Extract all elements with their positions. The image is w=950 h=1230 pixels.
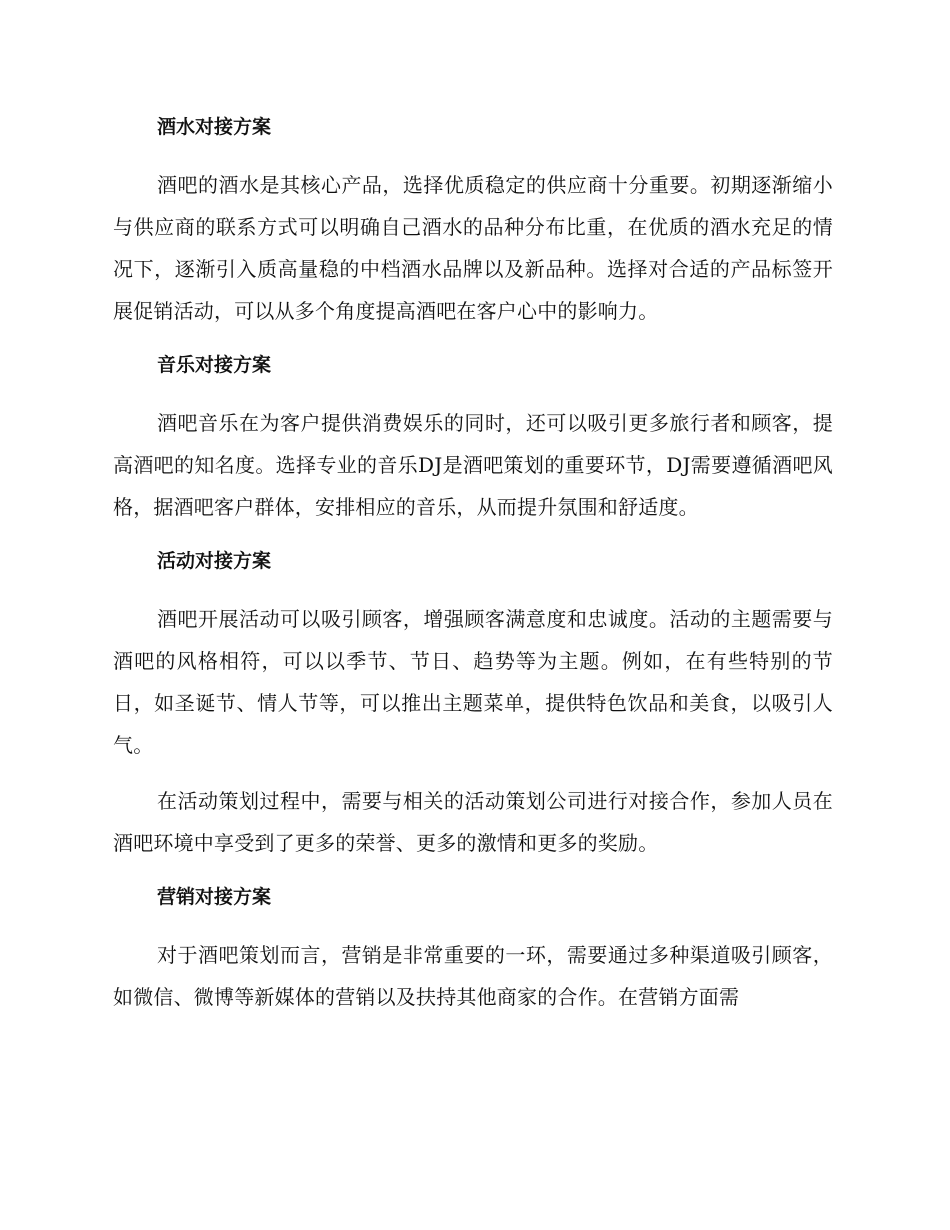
paragraph-events-2: 在活动策划过程中，需要与相关的活动策划公司进行对接合作，参加人员在酒吧环境中享受到了更多的荣誉、更多的激情和更多的奖励。 — [113, 789, 833, 855]
paragraph-marketing-1: 对于酒吧策划而言，营销是非常重要的一环，需要通过多种渠道吸引顾客，如微信、微博等新媒体的营销以及扶持其他商家的合作。在营销方面需 — [113, 943, 833, 1009]
section-heading-events: 活动对接方案 — [157, 550, 272, 572]
section-heading-drinks: 酒水对接方案 — [157, 116, 272, 138]
section-heading-marketing: 营销对接方案 — [157, 886, 272, 908]
paragraph-drinks-1: 酒吧的酒水是其核心产品，选择优质稳定的供应商十分重要。初期逐渐缩小与供应商的联系方式可以明确自己酒水的品种分布比重，在优质的酒水充足的情况下，逐渐引入质高量稳的中档酒水品牌以及新品种。选择对合适的产品标签开展促销活动，可以从多个角度提高酒吧在客户心中的影响力。 — [113, 173, 833, 323]
paragraph-music-1: 酒吧音乐在为客户提供消费娱乐的同时，还可以吸引更多旅行者和顾客，提高酒吧的知名度。选择专业的音乐DJ是酒吧策划的重要环节，DJ需要遵循酒吧风格，据酒吧客户群体，安排相应的音乐，从而提升氛围和舒适度。 — [113, 411, 833, 519]
document-body — [113, 108, 833, 1032]
paragraph-events-1: 酒吧开展活动可以吸引顾客，增强顾客满意度和忠诚度。活动的主题需要与酒吧的风格相符，可以以季节、节日、趋势等为主题。例如，在有些特别的节日，如圣诞节、情人节等，可以推出主题菜单，提供特色饮品和美食，以吸引人气。 — [113, 607, 833, 757]
section-heading-music: 音乐对接方案 — [157, 354, 272, 376]
